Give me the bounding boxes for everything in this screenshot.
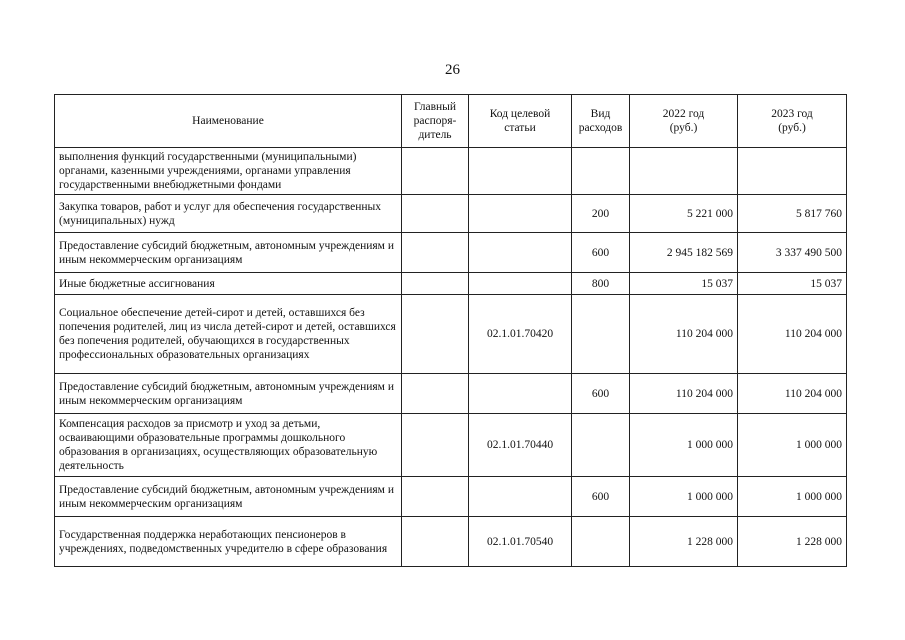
cell-code — [469, 477, 572, 517]
cell-type — [572, 414, 630, 477]
table-row — [55, 374, 847, 414]
cell-2023: 1 228 000 — [738, 517, 847, 567]
table-row — [55, 517, 847, 567]
cell-admin — [402, 233, 469, 273]
cell-2023 — [738, 148, 847, 195]
cell-2023: 110 204 000 — [738, 295, 847, 374]
cell-2023: 5 817 760 — [738, 195, 847, 233]
cell-name: Социальное обеспечение детей-сирот и детей, оставшихся без попечения родителей, лиц из числа детей-сирот и детей, оставшихся без попечения родителей, обучающихся в государственных профессиональных образовательных организациях — [55, 295, 402, 374]
cell-2022: 15 037 — [630, 273, 738, 295]
cell-2022: 1 000 000 — [630, 477, 738, 517]
header-type-line-1: Вид — [590, 107, 611, 120]
cell-name: Предоставление субсидий бюджетным, автономным учреждениям и иным некоммерческим организациям — [55, 233, 402, 273]
cell-name: Иные бюджетные ассигнования — [55, 273, 402, 295]
cell-2023: 1 000 000 — [738, 414, 847, 477]
cell-code — [469, 374, 572, 414]
cell-code — [469, 273, 572, 295]
cell-admin — [402, 148, 469, 195]
cell-type: 200 — [572, 195, 630, 233]
cell-code — [469, 195, 572, 233]
cell-type — [572, 148, 630, 195]
cell-2022: 5 221 000 — [630, 195, 738, 233]
cell-2022: 110 204 000 — [630, 374, 738, 414]
table-header-row — [55, 95, 847, 148]
cell-name: Закупка товаров, работ и услуг для обеспечения государственных (муниципальных) нужд — [55, 195, 402, 233]
cell-admin — [402, 374, 469, 414]
header-2023-line-1: 2023 год — [771, 107, 813, 120]
cell-2022: 1 000 000 — [630, 414, 738, 477]
cell-type — [572, 295, 630, 374]
cell-code: 02.1.01.70540 — [469, 517, 572, 567]
cell-code — [469, 233, 572, 273]
cell-admin — [402, 273, 469, 295]
table-row — [55, 233, 847, 273]
cell-2022: 2 945 182 569 — [630, 233, 738, 273]
cell-2022: 1 228 000 — [630, 517, 738, 567]
table-row — [55, 414, 847, 477]
header-2023-line-2: (руб.) — [778, 122, 806, 134]
cell-code — [469, 148, 572, 195]
cell-name: выполнения функций государственными (муниципальными) органами, казенными учреждениями, органами управления государственными внебюджетными фондами — [55, 148, 402, 195]
cell-admin — [402, 295, 469, 374]
header-name-text: Наименование — [192, 114, 264, 127]
cell-admin — [402, 195, 469, 233]
cell-type: 600 — [572, 477, 630, 517]
table-row — [55, 148, 847, 195]
cell-code: 02.1.01.70440 — [469, 414, 572, 477]
table-row — [55, 295, 847, 374]
table-row — [55, 477, 847, 517]
cell-name: Предоставление субсидий бюджетным, автономным учреждениям и иным некоммерческим организациям — [55, 374, 402, 414]
cell-type: 600 — [572, 374, 630, 414]
cell-type — [572, 517, 630, 567]
header-admin-line-1: Главный — [413, 100, 457, 113]
header-name — [55, 95, 402, 148]
header-admin-line-2: распоря- — [413, 114, 457, 127]
header-code-line-1: Код целевой — [489, 107, 551, 120]
header-code-line-2: статьи — [504, 122, 536, 134]
header-admin-line-3: дитель — [418, 129, 452, 141]
cell-name: Предоставление субсидий бюджетным, автономным учреждениям и иным некоммерческим организациям — [55, 477, 402, 517]
cell-type: 600 — [572, 233, 630, 273]
cell-admin — [402, 477, 469, 517]
header-2022-line-1: 2022 год — [662, 107, 705, 120]
cell-admin — [402, 414, 469, 477]
table-row — [55, 273, 847, 295]
budget-table — [54, 94, 847, 567]
header-admin — [402, 95, 469, 148]
cell-2023: 110 204 000 — [738, 374, 847, 414]
header-2023 — [738, 95, 847, 148]
header-2022 — [630, 95, 738, 148]
table-row — [55, 195, 847, 233]
cell-admin — [402, 517, 469, 567]
cell-2023: 1 000 000 — [738, 477, 847, 517]
cell-2023: 15 037 — [738, 273, 847, 295]
cell-code: 02.1.01.70420 — [469, 295, 572, 374]
header-type-line-2: расходов — [578, 122, 623, 134]
page-number: 26 — [445, 62, 460, 78]
cell-2022 — [630, 148, 738, 195]
header-2022-line-2: (руб.) — [669, 122, 698, 134]
cell-name: Компенсация расходов за присмотр и уход за детьми, осваивающими образовательные программы дошкольного образования в организациях, осуществляющих образовательную деятельность — [55, 414, 402, 477]
header-code — [469, 95, 572, 148]
cell-2023: 3 337 490 500 — [738, 233, 847, 273]
header-type — [572, 95, 630, 148]
cell-type: 800 — [572, 273, 630, 295]
cell-2022: 110 204 000 — [630, 295, 738, 374]
cell-name: Государственная поддержка неработающих пенсионеров в учреждениях, подведомственных учредителю в сфере образования — [55, 517, 402, 567]
